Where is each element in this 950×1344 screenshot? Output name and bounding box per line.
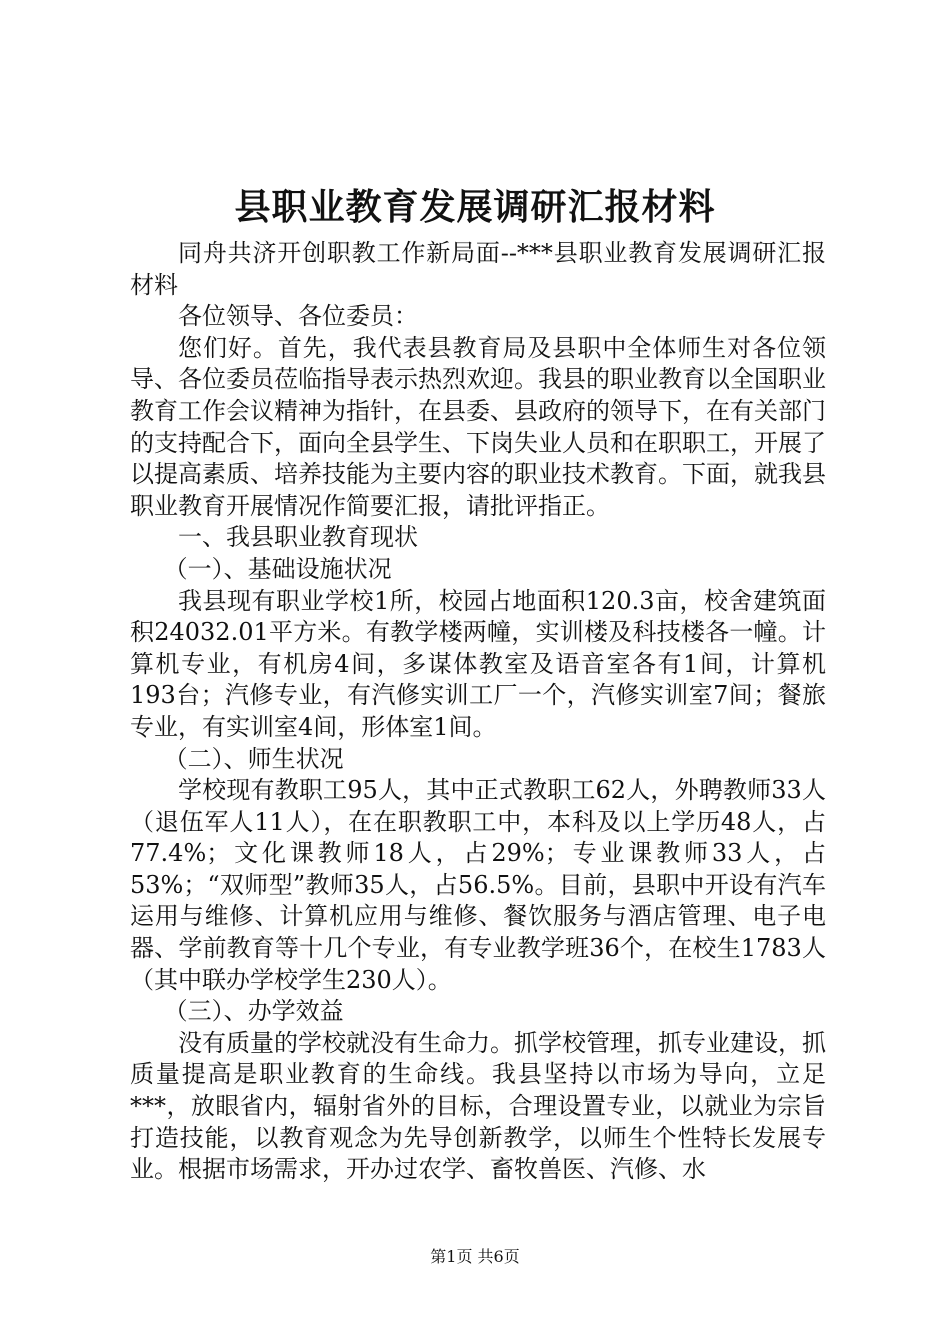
subsection-heading-3: （三）、办学效益 xyxy=(163,997,344,1026)
section-heading-1: 一、我县职业教育现状 xyxy=(178,523,418,552)
paragraph-salutation: 各位领导、各位委员： xyxy=(178,302,418,331)
paragraph-staff-students: 学校现有教职工95人，其中正式教职工62人，外聘教师33人（退伍军人11人），在在职教职工中，本科及以上学历48人，占77.4%；文化课教师18人，占29%；专业课教师33人，占53%；“双师型”教师35人，占56.5%。目前，县职中开设有汽车运用与维修、计算机应用与维修、餐饮服务与酒店管理、电子电器、学前教育等十几个专业，有专业教学班36个，在校生1783人（其中联办学校学生230人）。 xyxy=(130,776,826,994)
document-title: 县职业教育发展调研汇报材料 xyxy=(234,186,716,228)
paragraph-greeting: 您们好。首先，我代表县教育局及县职中全体师生对各位领导、各位委员莅临指导表示热烈欢迎。我县的职业教育以全国职业教育工作会议精神为指针，在县委、县政府的领导下，在有关部门的支持配合下，面向全县学生、下岗失业人员和在职职工，开展了以提高素质、培养技能为主要内容的职业技术教育。下面，就我县职业教育开展情况作简要汇报，请批评指正。 xyxy=(130,333,826,520)
page-number: 第1页 共6页 xyxy=(430,1247,520,1266)
paragraph-benefits: 没有质量的学校就没有生命力。抓学校管理，抓专业建设，抓质量提高是职业教育的生命线。我县坚持以市场为导向，立足***，放眼省内，辐射省外的目标，合理设置专业，以就业为宗旨打造技能，以教育观念为先导创新教学，以师生个性特长发展专业。根据市场需求，开办过农学、畜牧兽医、汽修、水 xyxy=(130,1028,826,1184)
paragraph-subtitle: 同舟共济开创职教工作新局面--***县职业教育发展调研汇报材料 xyxy=(130,239,826,299)
document-body xyxy=(130,238,826,1186)
subsection-heading-1: （一）、基础设施状况 xyxy=(163,554,392,583)
paragraph-facilities: 我县现有职业学校1所，校园占地面积120.3亩，校舍建筑面积24032.01平方米。有教学楼两幢，实训楼及科技楼各一幢。计算机专业，有机房4间，多谋体教室及语音室各有1间，计算机193台；汽修专业，有汽修实训工厂一个，汽修实训室7间；餐旅专业，有实训室4间，形体室1间。 xyxy=(130,586,826,741)
subsection-heading-2: （二）、师生状况 xyxy=(163,744,344,773)
